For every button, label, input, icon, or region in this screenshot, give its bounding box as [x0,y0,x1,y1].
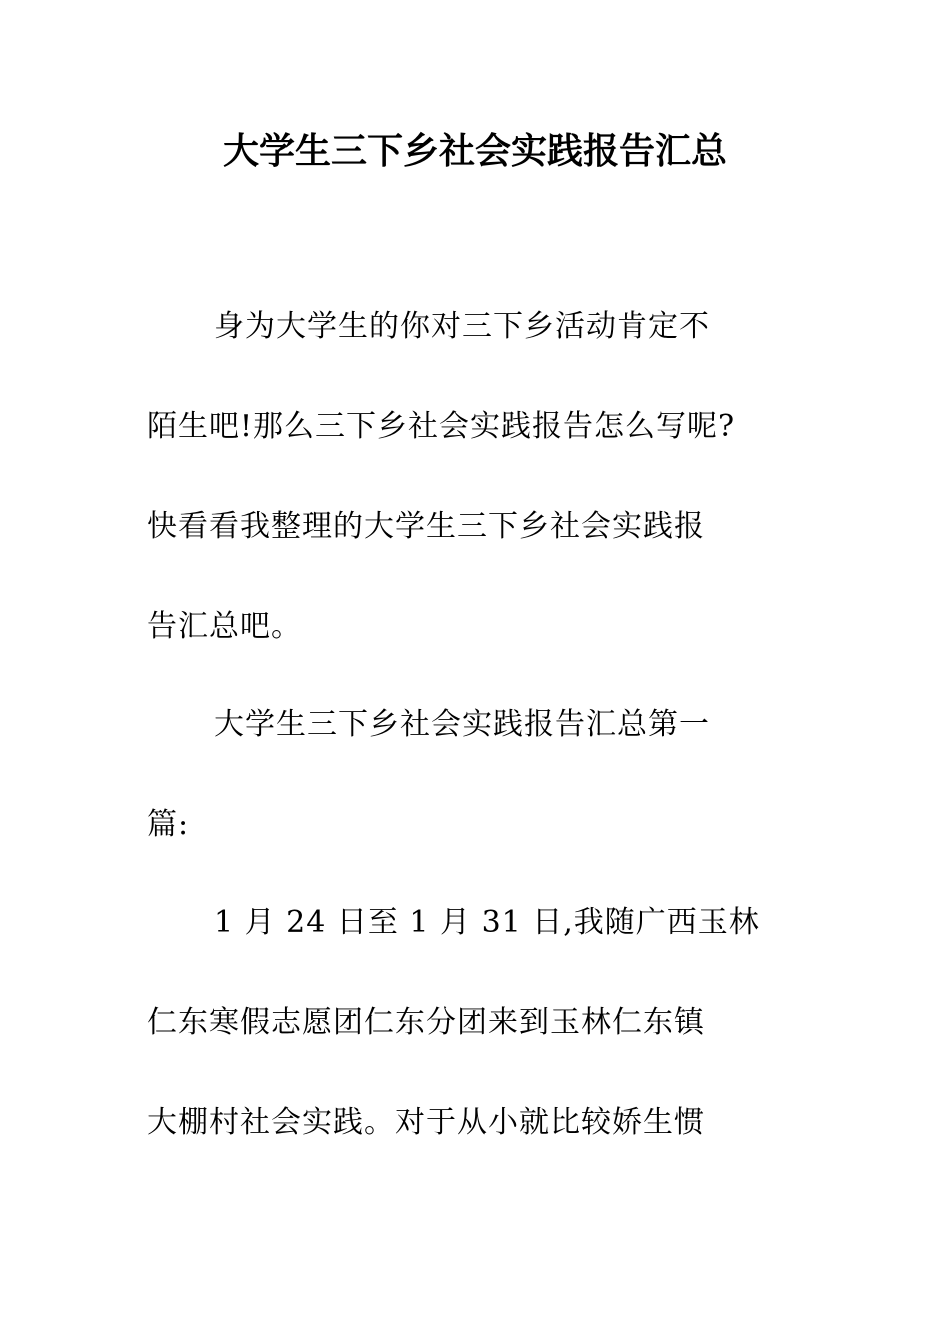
paragraph-3-line-2: 仁东寒假志愿团仁东分团来到玉林仁东镇 [147,1005,705,1040]
paragraph-1-line-2: 陌生吧!那么三下乡社会实践报告怎么写呢? [147,409,736,444]
document-title: 大学生三下乡社会实践报告汇总 [222,131,727,172]
paragraph-3-line-1: 1 月 24 日至 1 月 31 日,我随广西玉林 [214,905,760,940]
paragraph-1-line-1: 身为大学生的你对三下乡活动肯定不 [214,309,710,344]
paragraph-2-line-2: 篇: [147,807,190,842]
paragraph-1-line-4: 告汇总吧。 [147,609,302,644]
paragraph-3-line-3: 大棚村社会实践。对于从小就比较娇生惯 [147,1105,705,1140]
paragraph-1-line-3: 快看看我整理的大学生三下乡社会实践报 [147,509,705,544]
paragraph-2-line-1: 大学生三下乡社会实践报告汇总第一 [214,707,710,742]
